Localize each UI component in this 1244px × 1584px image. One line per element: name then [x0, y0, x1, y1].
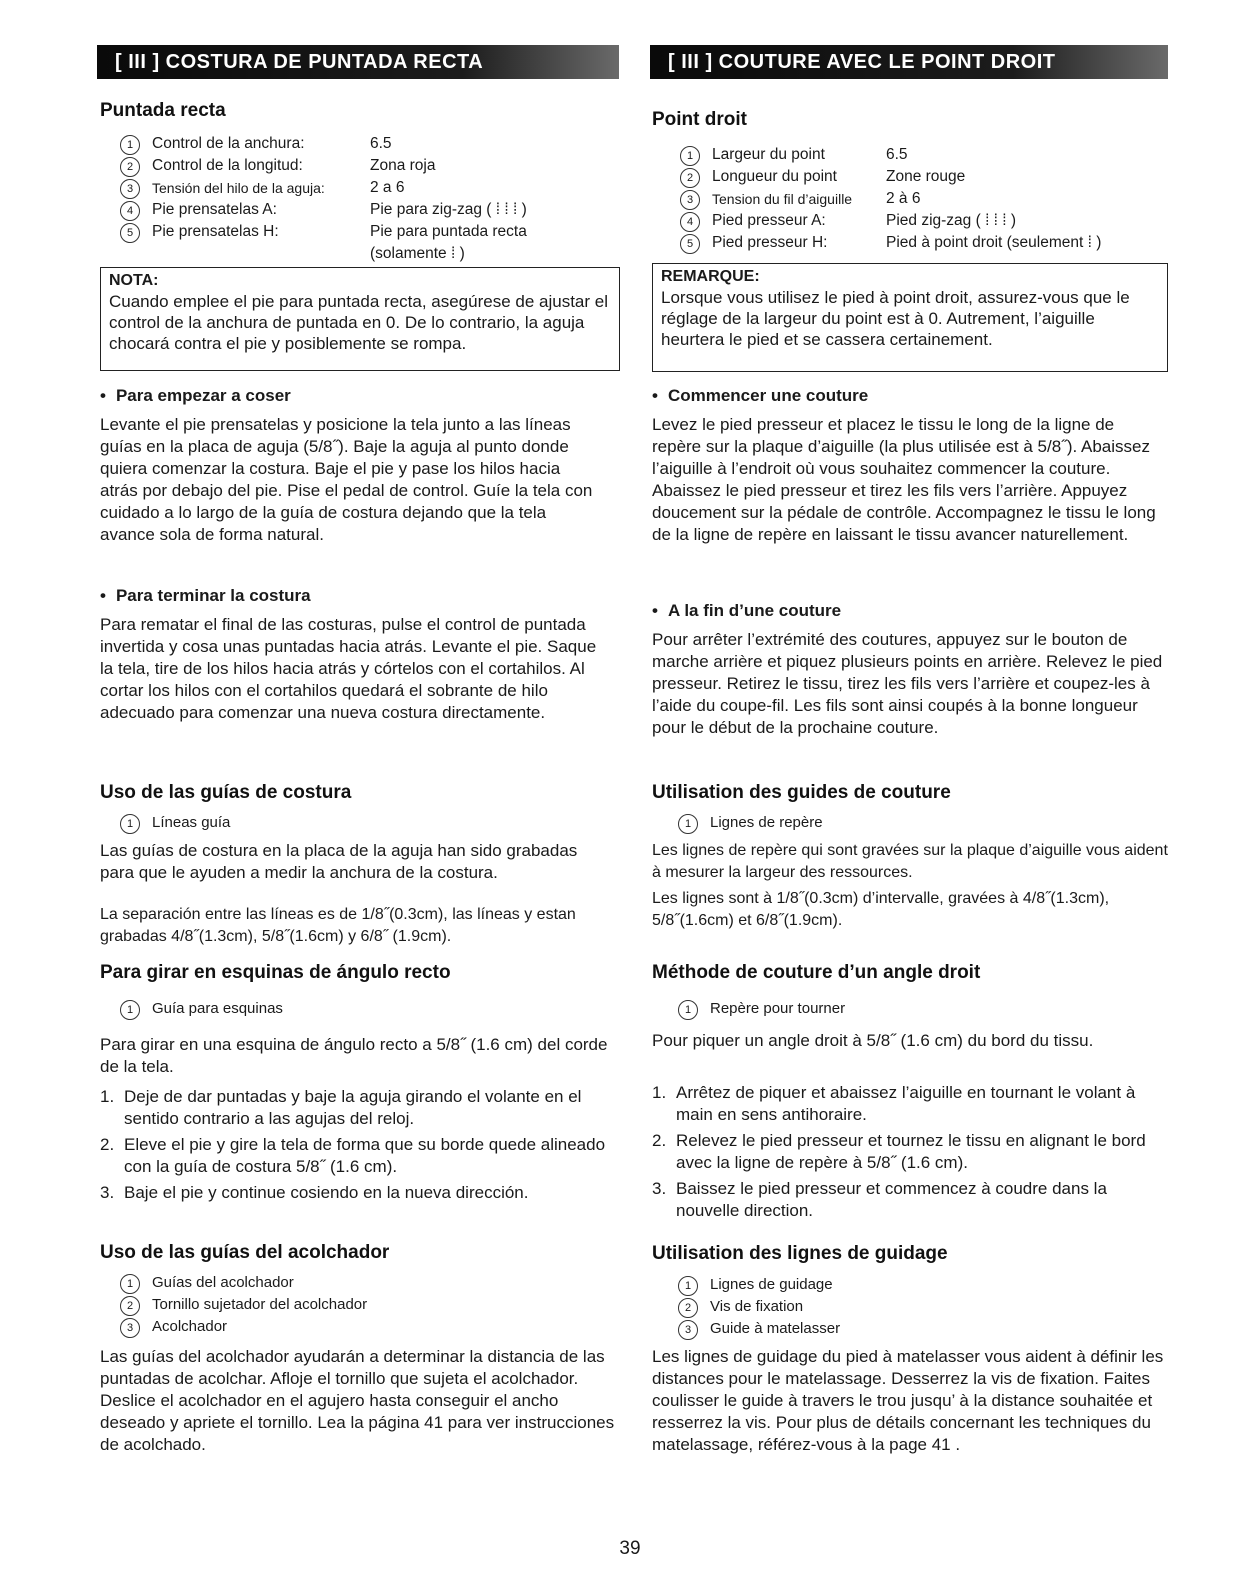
param-label: Pie prensatelas H: — [152, 223, 279, 240]
circled-number: 1 — [680, 146, 700, 166]
item-label: Lignes de repère — [710, 814, 823, 831]
circled-number: 1 — [678, 1276, 698, 1296]
step-item — [100, 1134, 620, 1178]
circled-number: 1 — [678, 1000, 698, 1020]
item-label: Guías del acolchador — [152, 1274, 294, 1291]
heading-esquinas: Para girar en esquinas de ángulo recto — [100, 962, 451, 983]
heading-guides-couture: Utilisation des guides de couture — [652, 782, 951, 803]
param-label: Pied presseur H: — [712, 234, 828, 251]
quilt-text-es: Las guías del acolchador ayudarán a determinar la distancia de las puntadas de acolchar. Afloje el tornillo que sujeta el acolchador. Deslice el acolchador en el agujero hasta conseguir el ancho deseado y apriete el tornillo. Lea la página 41 para ver instrucciones de acolchado. — [100, 1347, 615, 1454]
step-number: 1. — [100, 1087, 115, 1106]
item-label: Guide à matelasser — [710, 1320, 841, 1337]
note-box-es — [100, 267, 620, 371]
corner-steps-es — [100, 1086, 620, 1208]
heading-empezar: • Para empezar a coser — [100, 386, 291, 406]
guides-text2-es: La separación entre las líneas es de 1/8˝(0.3cm), las líneas y estan grabadas 4/8˝(1.3cm), 5/8˝(1.6cm) y 6/8˝ (1.9cm). — [100, 906, 576, 945]
param-value: 2 à 6 — [886, 190, 921, 207]
circled-number: 4 — [120, 201, 140, 221]
note-text: Cuando emplee el pie para puntada recta, asegúrese de ajustar el control de la anchura de puntada en 0. De lo contrario, la aguja chocará contra el pie y posiblemente se rompa. — [109, 292, 609, 353]
note-text: Lorsque vous utilisez le pied à point droit, assurez-vous que le réglage de la largeur du point est à 0. Autrement, l’aiguille heurtera le pied et se cassera certainement. — [661, 288, 1130, 349]
page-number: 39 — [619, 1538, 641, 1559]
params-list-fr — [680, 144, 1170, 254]
start-text-es: Levante el pie prensatelas y posicione la tela junto a las líneas guías en la placa de aguja (5/8˝). Baje la aguja al punto donde quiera comenzar la costura. Baje el pie y pase los hilos hacia atrás por debajo del pie. Pise el pedal de control. Guíe la tela con cuidado a lo largo de la guía de costura dejando que la tela avance sola de forma natural. — [100, 415, 593, 544]
circled-number: 2 — [120, 1296, 140, 1316]
param-row — [680, 188, 1170, 210]
step-text: Relevez le pied presseur et tournez le tissu en alignant le bord avec la ligne de repère à 5/8˝ (1.6 cm). — [676, 1131, 1146, 1172]
params-list-es — [120, 133, 620, 262]
circled-number: 1 — [120, 1274, 140, 1294]
circled-number: 4 — [680, 212, 700, 232]
item-label: Repère pour tourner — [710, 1000, 846, 1017]
corner-items-fr — [678, 998, 845, 1020]
end-text-es: Para rematar el final de las costuras, pulse el control de puntada invertida y cosa unas puntadas hacia atrás. Levante el pie. Saque la tela, tire de los hilos hacia atrás y córtelos con el cortahilos. Al cortar los hilos con el cortahilos quedará el sobrante de hilo adecuado para comenzar una nueva costura directamente. — [100, 615, 597, 722]
step-item — [652, 1082, 1168, 1126]
step-number: 1. — [652, 1083, 667, 1102]
guides-text2-fr: Les lignes sont à 1/8˝(0.3cm) d’intervalle, gravées à 4/8˝(1.3cm), 5/8˝(1.6cm) et 6/8˝(1.9cm). — [652, 890, 1110, 929]
item-label: Guía para esquinas — [152, 1000, 283, 1017]
param-row — [680, 210, 1170, 232]
circled-number: 2 — [120, 157, 140, 177]
guides-text1-es: Las guías de costura en la placa de la aguja han sido grabadas para que le ayuden a medir la anchura de la costura. — [100, 841, 578, 882]
heading-commencer: • Commencer une couture — [652, 386, 868, 406]
param-row — [120, 133, 620, 155]
step-item — [100, 1086, 620, 1130]
heading-lignes-guidage: Utilisation des lignes de guidage — [652, 1243, 948, 1264]
item-label: Líneas guía — [152, 814, 231, 831]
step-text: Eleve el pie y gire la tela de forma que su borde quede alineado con la guía de costura 5/8˝ (1.6 cm). — [124, 1135, 606, 1176]
section-banner-fr: [ III ] COUTURE AVEC LE POINT DROIT — [650, 45, 1168, 79]
list-item — [678, 1296, 840, 1318]
heading-acolchador: Uso de las guías del acolchador — [100, 1242, 390, 1263]
corner-text-fr: Pour piquer un angle droit à 5/8˝ (1.6 cm) du bord du tissu. — [652, 1031, 1094, 1050]
param-value: Zone rouge — [886, 168, 966, 185]
item-label: Acolchador — [152, 1318, 228, 1335]
item-label: Vis de fixation — [710, 1298, 804, 1315]
quilt-items-es — [120, 1272, 367, 1338]
param-label: Pied presseur A: — [712, 212, 826, 229]
list-item — [120, 1272, 367, 1294]
note-box-fr — [652, 263, 1168, 372]
heading-puntada-recta: Puntada recta — [100, 100, 226, 121]
guides-items-fr — [678, 812, 823, 834]
param-value: Pie para zig-zag ( ⁞ ⁞ ⁞ ) — [370, 201, 527, 218]
note-title: NOTA: — [109, 272, 159, 289]
heading-angle-droit: Méthode de couture d’un angle droit — [652, 962, 981, 983]
param-value-extra: (solamente ⁞ ) — [370, 245, 465, 262]
item-label: Tornillo sujetador del acolchador — [152, 1296, 368, 1313]
param-label: Tensión del hilo de la aguja: — [152, 180, 325, 196]
step-number: 3. — [100, 1183, 115, 1202]
step-number: 2. — [652, 1131, 667, 1150]
end-text-fr: Pour arrêter l’extrémité des coutures, appuyez sur le bouton de marche arrière et piquez plusieurs points en arrière. Relevez le pied presseur. Retirez le tissu, tirez les fils vers l’arrière et coupez-les à l’aide du coupe-fil. Les fils sont ainsi coupés à la bonne longueur pour le début de la prochaine couture. — [652, 630, 1163, 737]
list-item — [120, 812, 230, 834]
section-banner-es: [ III ] COSTURA DE PUNTADA RECTA — [97, 45, 619, 79]
step-item — [652, 1178, 1168, 1222]
corner-items-es — [120, 998, 283, 1020]
list-item — [120, 1294, 367, 1316]
circled-number: 5 — [680, 234, 700, 254]
param-value: Zona roja — [370, 157, 436, 174]
param-value: 6.5 — [886, 146, 908, 163]
list-item — [120, 998, 283, 1020]
item-label: Lignes de guidage — [710, 1276, 833, 1293]
circled-number: 1 — [120, 135, 140, 155]
list-item — [678, 1318, 840, 1340]
param-label: Largeur du point — [712, 146, 825, 163]
step-number: 2. — [100, 1135, 115, 1154]
param-value: Pied à point droit (seulement ⁞ ) — [886, 234, 1102, 251]
circled-number: 3 — [120, 1318, 140, 1338]
circled-number: 1 — [120, 1000, 140, 1020]
param-label: Control de la anchura: — [152, 135, 305, 152]
param-row — [120, 221, 620, 243]
guides-items-es — [120, 812, 230, 834]
param-label: Longueur du point — [712, 168, 837, 185]
circled-number: 3 — [680, 190, 700, 210]
step-item — [652, 1130, 1168, 1174]
param-row — [680, 232, 1170, 254]
circled-number: 2 — [680, 168, 700, 188]
circled-number: 1 — [678, 814, 698, 834]
step-number: 3. — [652, 1179, 667, 1198]
list-item — [120, 1316, 367, 1338]
quilt-items-fr — [678, 1274, 840, 1340]
param-value: 6.5 — [370, 135, 392, 152]
heading-fin-couture: • A la fin d’une couture — [652, 601, 841, 621]
param-row — [120, 177, 620, 199]
circled-number: 3 — [120, 179, 140, 199]
corner-text-es: Para girar en una esquina de ángulo recto a 5/8˝ (1.6 cm) del corde de la tela. — [100, 1035, 608, 1076]
circled-number: 1 — [120, 814, 140, 834]
circled-number: 5 — [120, 223, 140, 243]
start-text-fr: Levez le pied presseur et placez le tissu le long de la ligne de repère sur la plaque d’aiguille (la plus utilisée est à 5/8˝). Abaissez l’aiguille à l’endroit où vous souhaitez commencer la couture. Abaissez le pied presseur et tirez les fils vers l’arrière. Appuyez doucement sur la pédale de contrôle. Accompagnez le tissu le long de la ligne de repère en laissant le tissu avancer naturellement. — [652, 415, 1156, 544]
step-text: Arrêtez de piquer et abaissez l’aiguille en tournant le volant à main en sens antihoraire. — [676, 1083, 1136, 1124]
param-value: Pied zig-zag ( ⁞ ⁞ ⁞ ) — [886, 212, 1017, 229]
param-row — [120, 199, 620, 221]
list-item — [678, 998, 845, 1020]
step-text: Baje el pie y continue cosiendo en la nueva dirección. — [124, 1183, 529, 1202]
step-item — [100, 1182, 620, 1204]
list-item — [678, 1274, 840, 1296]
param-label: Control de la longitud: — [152, 157, 303, 174]
heading-terminar: • Para terminar la costura — [100, 586, 311, 606]
circled-number: 2 — [678, 1298, 698, 1318]
param-value: Pie para puntada recta — [370, 223, 527, 240]
circled-number: 3 — [678, 1320, 698, 1340]
param-label: Tension du fil d’aiguille — [712, 191, 853, 207]
param-label: Pie prensatelas A: — [152, 201, 277, 218]
heading-guias-costura: Uso de las guías de costura — [100, 782, 352, 803]
step-text: Baissez le pied presseur et commencez à coudre dans la nouvelle direction. — [676, 1179, 1107, 1220]
param-row — [680, 166, 1170, 188]
param-value: 2 a 6 — [370, 179, 405, 196]
list-item — [678, 812, 823, 834]
param-row — [120, 155, 620, 177]
step-text: Deje de dar puntadas y baje la aguja girando el volante en el sentido contrario a las agujas del reloj. — [124, 1087, 582, 1128]
corner-steps-fr — [652, 1082, 1168, 1226]
heading-point-droit: Point droit — [652, 109, 747, 130]
param-row — [680, 144, 1170, 166]
guides-text1-fr: Les lignes de repère qui sont gravées sur la plaque d’aiguille vous aident à mesurer la largeur des ressources. — [652, 842, 1168, 881]
quilt-text-fr: Les lignes de guidage du pied à matelasser vous aident à définir les distances pour le matelassage. Desserrez la vis de fixation. Faites coulisser le guide à travers le trou jusqu’ à la distance souhaitée et resserrez la vis. Pour plus de détails concernant les techniques du matelassage, référez-vous à la page 41 . — [652, 1347, 1164, 1454]
note-title: REMARQUE: — [661, 268, 760, 285]
